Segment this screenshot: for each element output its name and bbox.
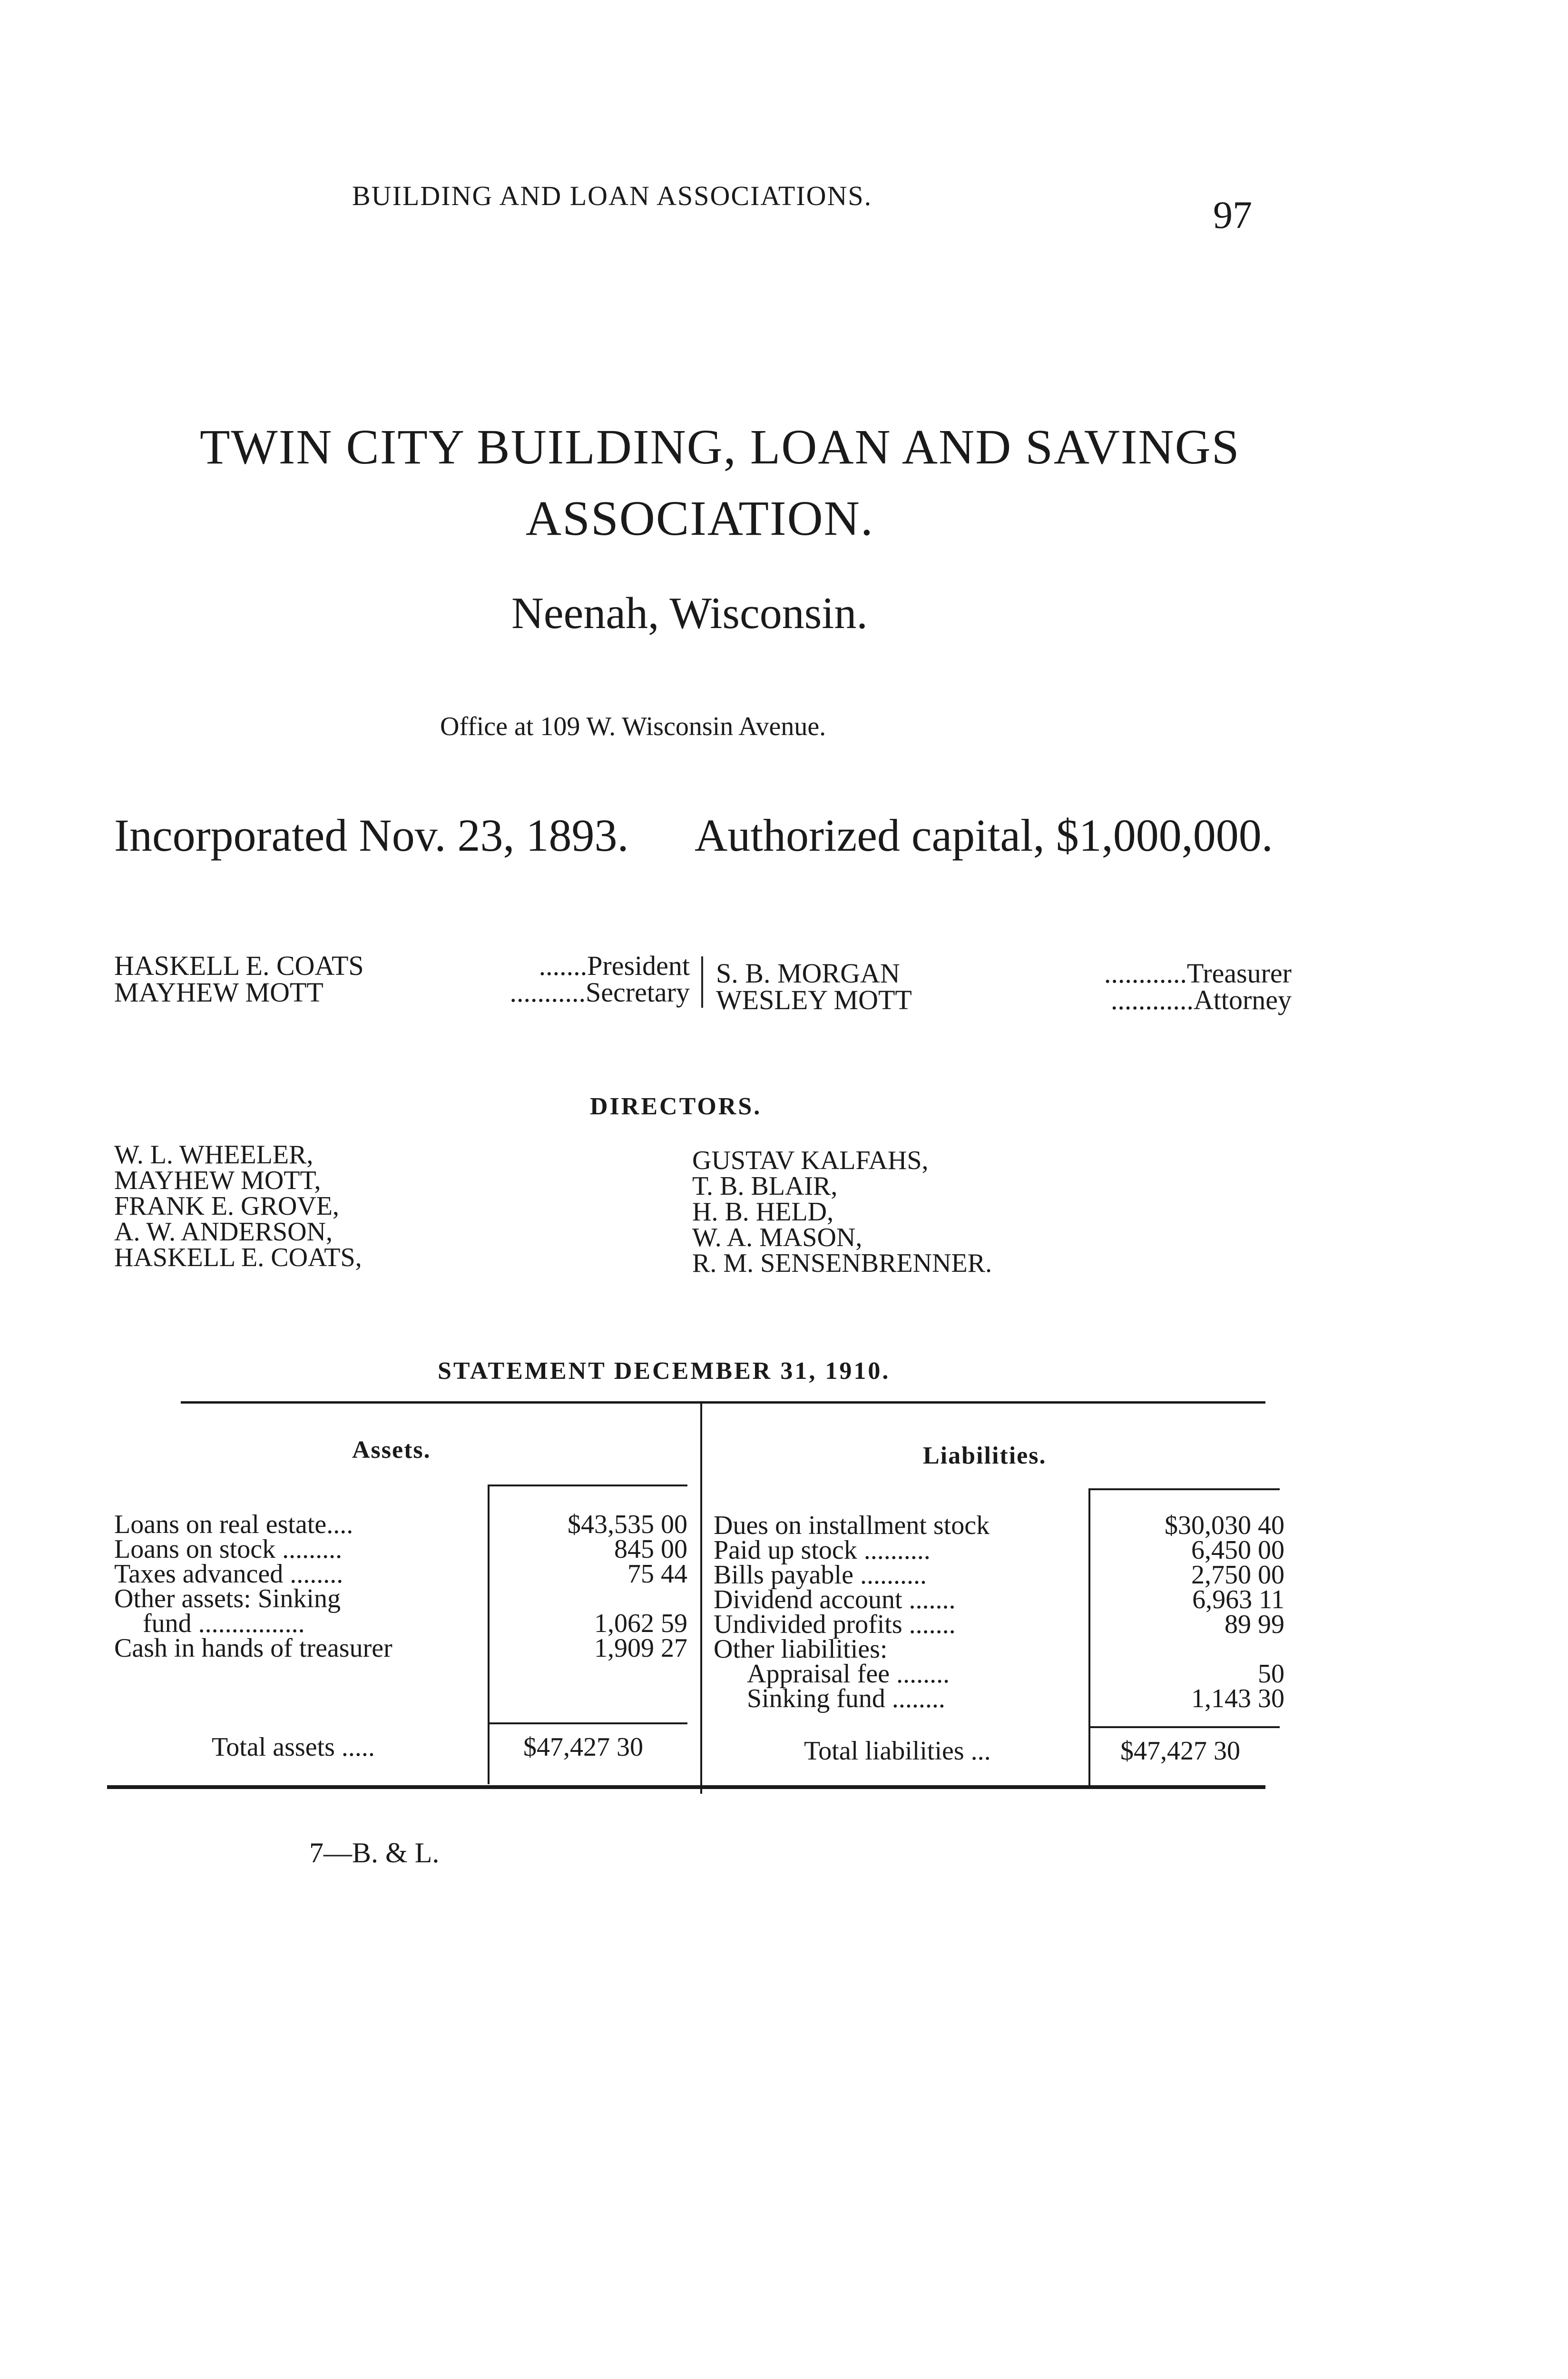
assets-heading: Assets. [352, 1436, 431, 1464]
assets-amount-column-rule [488, 1484, 490, 1784]
table-row [714, 1659, 1080, 1689]
page-number: 97 [1213, 193, 1252, 236]
table-row [714, 1634, 1080, 1664]
officers-right-column [716, 960, 1292, 1013]
assets-total-rule [488, 1722, 687, 1724]
table-row [504, 1586, 687, 1611]
officer-title: Secretary [586, 977, 690, 1008]
directors-heading: DIRECTORS. [590, 1093, 762, 1120]
table-row [504, 1534, 687, 1564]
asset-label: Loans on real estate.... [114, 1510, 353, 1539]
table-row [114, 1512, 483, 1537]
table-row [714, 1535, 1080, 1565]
table-row [114, 1633, 483, 1663]
incorporation-date: Incorporated Nov. 23, 1893. [114, 810, 629, 861]
director-name: GUSTAV KALFAHS, [692, 1146, 929, 1175]
officer-title: Attorney [1193, 984, 1292, 1015]
table-row [714, 1513, 1080, 1538]
asset-label: Taxes advanced ........ [114, 1559, 343, 1589]
table-top-rule [181, 1401, 1265, 1404]
directors-right-list [692, 1148, 992, 1276]
director-name: A. W. ANDERSON, [114, 1217, 333, 1247]
table-row [1099, 1637, 1284, 1661]
table-row [114, 1559, 483, 1589]
liability-amount: 50 [1258, 1659, 1284, 1689]
liability-label: Paid up stock .......... [714, 1535, 931, 1565]
table-bottom-rule [107, 1785, 1265, 1789]
table-row [714, 1686, 1080, 1711]
director-name: FRANK E. GROVE, [114, 1191, 339, 1221]
officers-divider [701, 956, 703, 1008]
total-assets-value: $47,427 30 [523, 1732, 643, 1762]
total-assets-label: Total assets ..... [212, 1732, 375, 1762]
asset-label: Loans on stock ......... [114, 1534, 343, 1564]
asset-amount: 1,909 27 [594, 1633, 687, 1663]
officer-leader-dots: ............ [1104, 958, 1187, 989]
director-name: R. M. SENSENBRENNER. [692, 1248, 992, 1278]
table-row [504, 1611, 687, 1636]
director-name: W. L. WHEELER, [114, 1140, 314, 1170]
officer-leader-dots: ........... [510, 977, 586, 1008]
liabilities-heading: Liabilities. [923, 1442, 1047, 1469]
table-row [1099, 1686, 1284, 1711]
liability-amount: 89 99 [1225, 1610, 1284, 1639]
liability-label: Sinking fund ........ [747, 1684, 945, 1713]
authorized-capital: Authorized capital, $1,000,000. [695, 810, 1273, 861]
assets-amounts [504, 1512, 687, 1661]
asset-label: fund ................ [143, 1609, 305, 1638]
liabilities-total-rule [1089, 1726, 1280, 1728]
liability-amount: 6,450 00 [1191, 1535, 1284, 1565]
asset-label: Cash in hands of treasurer [114, 1633, 392, 1663]
table-row [114, 1586, 483, 1611]
officer-row [716, 984, 1292, 1015]
director-name: H. B. HELD, [692, 1197, 834, 1227]
officers-left-column [114, 950, 690, 1008]
table-center-divider [700, 1404, 702, 1794]
table-row [114, 1611, 483, 1636]
running-head: BUILDING AND LOAN ASSOCIATIONS. [352, 180, 872, 211]
directors-left-list [114, 1142, 362, 1270]
association-title-line-2: ASSOCIATION. [526, 491, 874, 546]
director-name: T. B. BLAIR, [692, 1171, 838, 1201]
table-row [114, 1534, 483, 1564]
table-row [1099, 1513, 1284, 1538]
location: Neenah, Wisconsin. [511, 589, 868, 638]
table-row [714, 1612, 1080, 1637]
liability-label: Undivided profits ....... [714, 1610, 956, 1639]
officer-title: President [587, 950, 690, 981]
officer-title: Treasurer [1186, 958, 1292, 989]
director-name: HASKELL E. COATS, [114, 1243, 362, 1272]
table-row [714, 1560, 1080, 1590]
liability-label: Bills payable .......... [714, 1560, 927, 1590]
director-name: MAYHEW MOTT, [114, 1166, 321, 1195]
liability-amount: 2,750 00 [1191, 1560, 1284, 1590]
liability-label: Dividend account ....... [714, 1585, 956, 1614]
asset-label: Other assets: Sinking [114, 1584, 341, 1613]
liabilities-amount-header-rule [1089, 1488, 1280, 1490]
officer-leader-dots: ....... [539, 950, 588, 981]
assets-labels [114, 1512, 483, 1661]
liability-amount: 6,963 11 [1192, 1585, 1284, 1614]
table-row [714, 1587, 1080, 1612]
asset-amount: 1,062 59 [594, 1609, 687, 1638]
officer-row [114, 979, 690, 1006]
table-row [504, 1559, 687, 1589]
officer-row [716, 960, 1292, 987]
liability-label: Dues on installment stock [714, 1511, 990, 1540]
total-liabilities-label: Total liabilities ... [804, 1736, 991, 1766]
liability-label: Appraisal fee ........ [747, 1659, 950, 1689]
officer-row [114, 950, 690, 981]
table-row [1099, 1560, 1284, 1590]
association-title-line-1: TWIN CITY BUILDING, LOAN AND SAVINGS [200, 420, 1240, 474]
assets-amount-header-rule [488, 1484, 687, 1486]
table-row [504, 1633, 687, 1663]
officer-name: MAYHEW MOTT [114, 977, 323, 1008]
officer-leader-dots: ............ [1110, 984, 1194, 1015]
table-row [1099, 1587, 1284, 1612]
liabilities-labels [714, 1513, 1080, 1711]
asset-amount: $43,535 00 [568, 1510, 687, 1539]
liability-amount: $30,030 40 [1165, 1511, 1284, 1540]
table-row [1099, 1535, 1284, 1565]
officer-name: WESLEY MOTT [716, 984, 912, 1015]
signature-mark: 7—B. & L. [309, 1837, 440, 1868]
total-liabilities-value: $47,427 30 [1120, 1736, 1240, 1766]
asset-amount: 75 44 [627, 1559, 687, 1589]
statement-title: STATEMENT DECEMBER 31, 1910. [438, 1357, 891, 1385]
director-name: W. A. MASON, [692, 1223, 862, 1252]
liabilities-amount-column-rule [1088, 1488, 1090, 1788]
table-row [1099, 1659, 1284, 1689]
officer-name: S. B. MORGAN [716, 958, 900, 989]
liability-amount: 1,143 30 [1191, 1684, 1284, 1713]
table-row [1099, 1612, 1284, 1637]
table-row [504, 1512, 687, 1537]
asset-amount: 845 00 [614, 1534, 687, 1564]
liabilities-amounts [1099, 1513, 1284, 1711]
officer-name: HASKELL E. COATS [114, 950, 364, 981]
liability-label: Other liabilities: [714, 1634, 888, 1664]
office-address: Office at 109 W. Wisconsin Avenue. [440, 712, 826, 741]
